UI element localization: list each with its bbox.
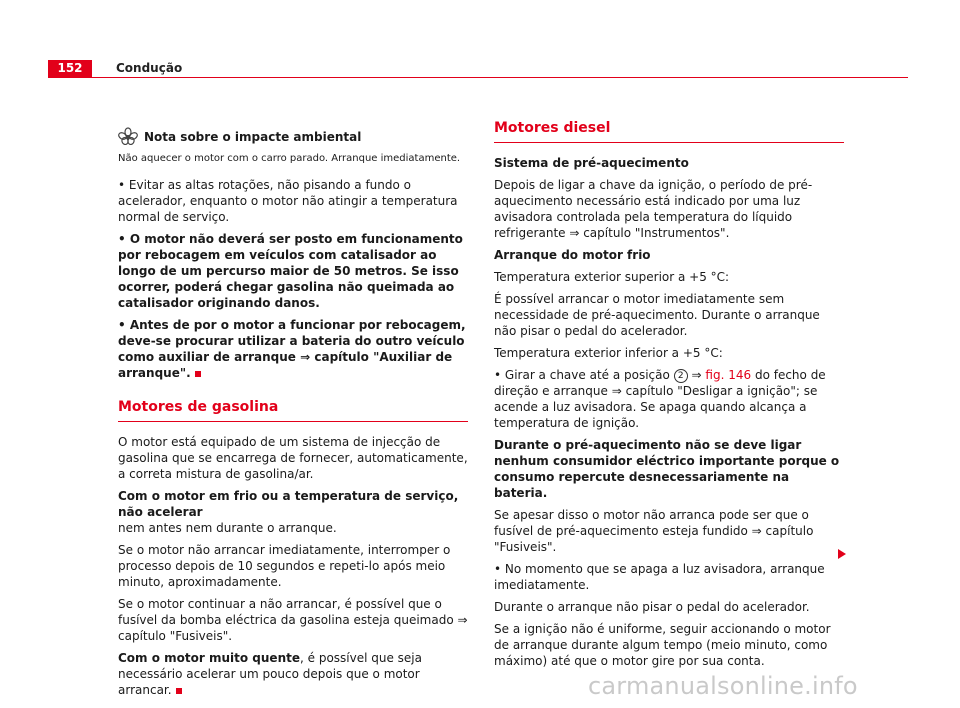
watermark: carmanualsonline.info <box>588 672 858 700</box>
heading-cold-start: Arranque do motor frio <box>494 248 651 262</box>
bullet-light-off: • No momento que se apaga a luz avisadora, arranque imediatamente. <box>494 562 825 592</box>
environment-note-heading <box>118 127 468 145</box>
gasoline-cold-warm: Com o motor em frio ou a temperatura de serviço, não acelerar nem antes nem durante o arranque. <box>118 489 459 535</box>
heading-preheating: Sistema de pré-aquecimento <box>494 156 689 170</box>
no-accelerator: Durante o arranque não pisar o pedal do acelerador. <box>494 600 810 614</box>
temp-above: Temperatura exterior superior a +5 °C: <box>494 270 730 284</box>
gasoline-intro: O motor está equipado de um sistema de injecção de gasolina que se encarrega de fornecer, automaticamente, a correta mistura de gasolina/ar. <box>118 435 468 481</box>
environment-note-title: Nota sobre o impacte ambiental <box>144 130 362 144</box>
temp-below: Temperatura exterior inferior a +5 °C: <box>494 346 723 360</box>
gasoline-no-start: Se o motor não arrancar imediatamente, interromper o processo depois de 10 segundos e repeti-lo após meio minuto, aproximadamente. <box>118 543 451 589</box>
end-mark <box>195 371 201 377</box>
bullet-high-revs: • Evitar as altas rotações, não pisando a fundo o acelerador, enquanto o motor não atingir a temperatura normal de serviço. <box>118 178 458 224</box>
header-divider <box>48 77 908 78</box>
uneven-ignition: Se a ignição não é uniforme, seguir accionando o motor de arranque durante algum tempo (meio minuto, como máximo) até que o motor gire por sua conta. <box>494 622 831 668</box>
environment-note-text: Não aquecer o motor com o carro parado. Arranque imediatamente. <box>118 153 461 164</box>
figure-link[interactable]: fig. 146 <box>705 368 752 382</box>
start-immediately: É possível arrancar o motor imediatamente sem necessidade de pré-aquecimento. Durante o arranque não pisar o pedal do acelerador. <box>494 292 820 338</box>
section-title-diesel: Motores diesel <box>494 120 844 143</box>
bullet-towing-catalyst: • O motor não deverá ser posto em funcionamento por rebocagem em veículos com catalisador ao longo de um percurso maior de 50 metros. Se isso ocorrer, poderá chegar gasolina não queimada ao catalisador originando danos. <box>118 232 463 310</box>
page-header-title: Condução <box>116 61 183 75</box>
gasoline-fuse: Se o motor continuar a não arrancar, é possível que o fusível da bomba eléctrica da gasolina esteja queimado ⇒ capítulo "Fusiveis". <box>118 597 468 643</box>
preheat-fuse: Se apesar disso o motor não arranca pode ser que o fusível de pré-aquecimento esteja fundido ⇒ capítulo "Fusiveis". <box>494 508 814 554</box>
right-column <box>494 120 844 675</box>
left-column <box>118 120 468 704</box>
end-mark <box>176 688 182 694</box>
section-title-gasoline: Motores de gasolina <box>118 399 468 422</box>
continue-arrow-icon <box>838 549 846 559</box>
preheating-text: Depois de ligar a chave da ignição, o período de pré-aquecimento necessário está indicado por uma luz avisadora controlada pela temperatura do líquido refrigerante ⇒ capítulo "Instrumentos". <box>494 178 813 240</box>
bullet-jump-start: • Antes de por o motor a funcionar por rebocagem, deve-se procurar utilizar a bateria do outro veículo como auxiliar de arranque ⇒ capítulo "Auxiliar de arranque". <box>118 318 466 380</box>
flower-icon <box>118 127 138 145</box>
position-number: 2 <box>674 369 688 383</box>
turn-key-instruction: • Girar a chave até a posição 2 ⇒ fig. 146 do fecho de direção e arranque ⇒ capítulo "Desligar a ignição"; se acende a luz avisadora. Se apaga quando alcança a temperatura de ignição. <box>494 368 826 430</box>
preheating-warning: Durante o pré-aquecimento não se deve ligar nenhum consumidor eléctrico importante porque o consumo repercute desnecessariamente na bateria. <box>494 438 840 500</box>
page-number: 152 <box>48 60 92 77</box>
gasoline-hot-engine: Com o motor muito quente, é possível que seja necessário acelerar um pouco depois que o motor arrancar. <box>118 651 422 697</box>
